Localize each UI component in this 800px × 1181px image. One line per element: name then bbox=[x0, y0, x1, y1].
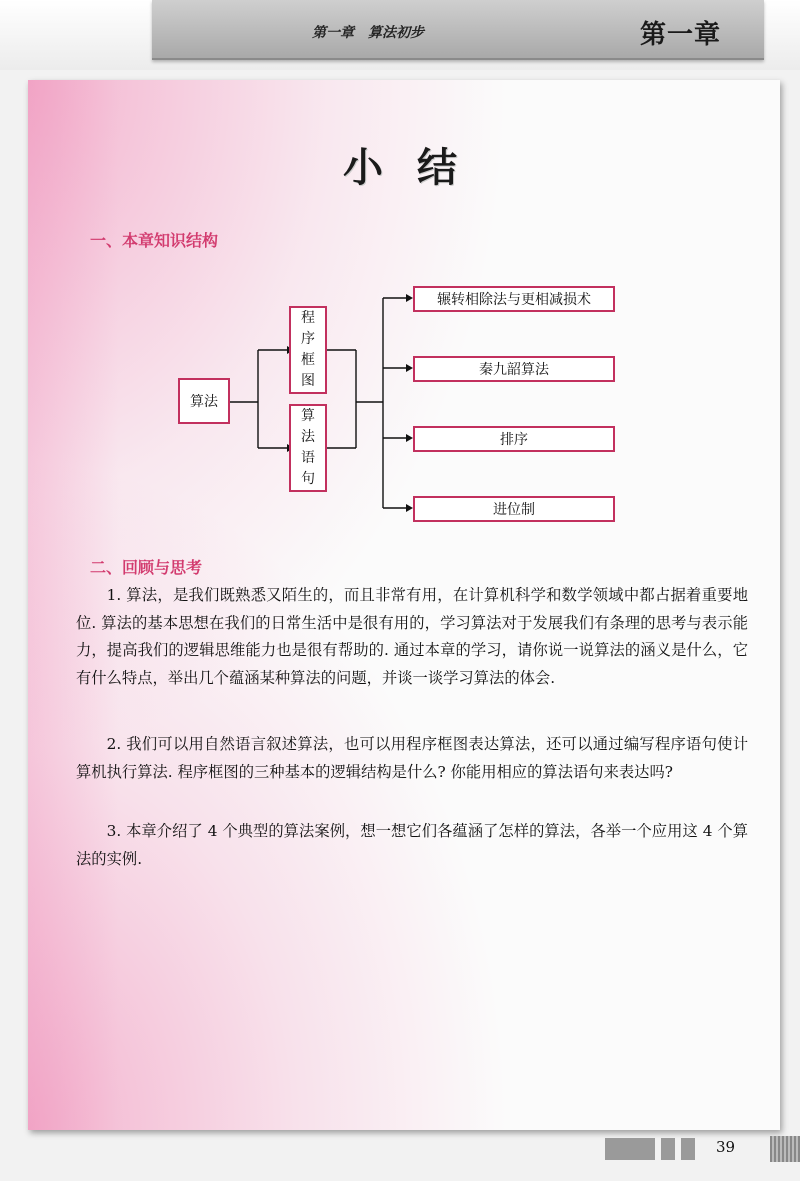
page-edge-marks bbox=[770, 1136, 800, 1162]
footer-bar bbox=[605, 1138, 655, 1160]
diagram-branch-flowchart bbox=[289, 306, 327, 394]
branch-char: 序 bbox=[301, 331, 315, 347]
diagram-output-label: 进位制 bbox=[493, 502, 535, 518]
branch-char: 法 bbox=[301, 429, 315, 445]
page-title: 小结 bbox=[343, 145, 491, 191]
review-paragraph-1: 1. 算法，是我们既熟悉又陌生的，而且非常有用，在计算机科学和数学领域中都占据着重要地位. 算法的基本思想在我们的日常生活中是很有用的，学习算法对于发展我们有条理的思考与表示能力，提高我们的逻辑思维能力也是很有帮助的. 通过本章的学习，请你说一说算法的涵义是什么，它有什么特点，举出几个蕴涵某种算法的问题，并谈一谈学习算法的体会. bbox=[76, 586, 748, 687]
arrowhead-output-2 bbox=[406, 364, 413, 372]
branch-char: 算 bbox=[301, 408, 315, 424]
branch-char: 程 bbox=[301, 310, 315, 326]
page-number: 39 bbox=[716, 1138, 736, 1156]
branch-char: 句 bbox=[301, 471, 315, 487]
chapter-big-label: 第一章 bbox=[640, 20, 722, 50]
diagram-output-label: 辗转相除法与更相减损术 bbox=[437, 292, 591, 308]
diagram-output-3 bbox=[413, 426, 615, 452]
section-heading-structure: 一、本章知识结构 bbox=[90, 231, 219, 250]
branch-char: 框 bbox=[301, 352, 315, 368]
footer-bar bbox=[661, 1138, 675, 1160]
branch-char: 语 bbox=[301, 450, 315, 466]
knowledge-structure-diagram bbox=[0, 0, 800, 560]
arrowhead-output-1 bbox=[406, 294, 413, 302]
review-paragraph-3: 3. 本章介绍了 4 个典型的算法案例，想一想它们各蕴涵了怎样的算法，各举一个应用这 4 个算法的实例. bbox=[76, 822, 748, 868]
chapter-running-title: 第一章 算法初步 bbox=[312, 25, 424, 41]
arrowhead-output-4 bbox=[406, 504, 413, 512]
diagram-output-2 bbox=[413, 356, 615, 382]
diagram-output-label: 秦九韶算法 bbox=[479, 362, 549, 378]
diagram-output-label: 排序 bbox=[500, 432, 528, 448]
diagram-branch-statements bbox=[289, 404, 327, 492]
section-heading-review: 二、回顾与思考 bbox=[90, 558, 203, 577]
branch-char: 图 bbox=[301, 373, 315, 389]
diagram-root-box bbox=[178, 378, 230, 424]
diagram-output-4 bbox=[413, 496, 615, 522]
diagram-output-1 bbox=[413, 286, 615, 312]
review-paragraph-2: 2. 我们可以用自然语言叙述算法，也可以用程序框图表达算法，还可以通过编写程序语句使计算机执行算法. 程序框图的三种基本的逻辑结构是什么? 你能用相应的算法语句来表达吗? bbox=[76, 735, 748, 781]
footer-bar bbox=[681, 1138, 695, 1160]
arrowhead-output-3 bbox=[406, 434, 413, 442]
diagram-root-label: 算法 bbox=[190, 394, 218, 410]
